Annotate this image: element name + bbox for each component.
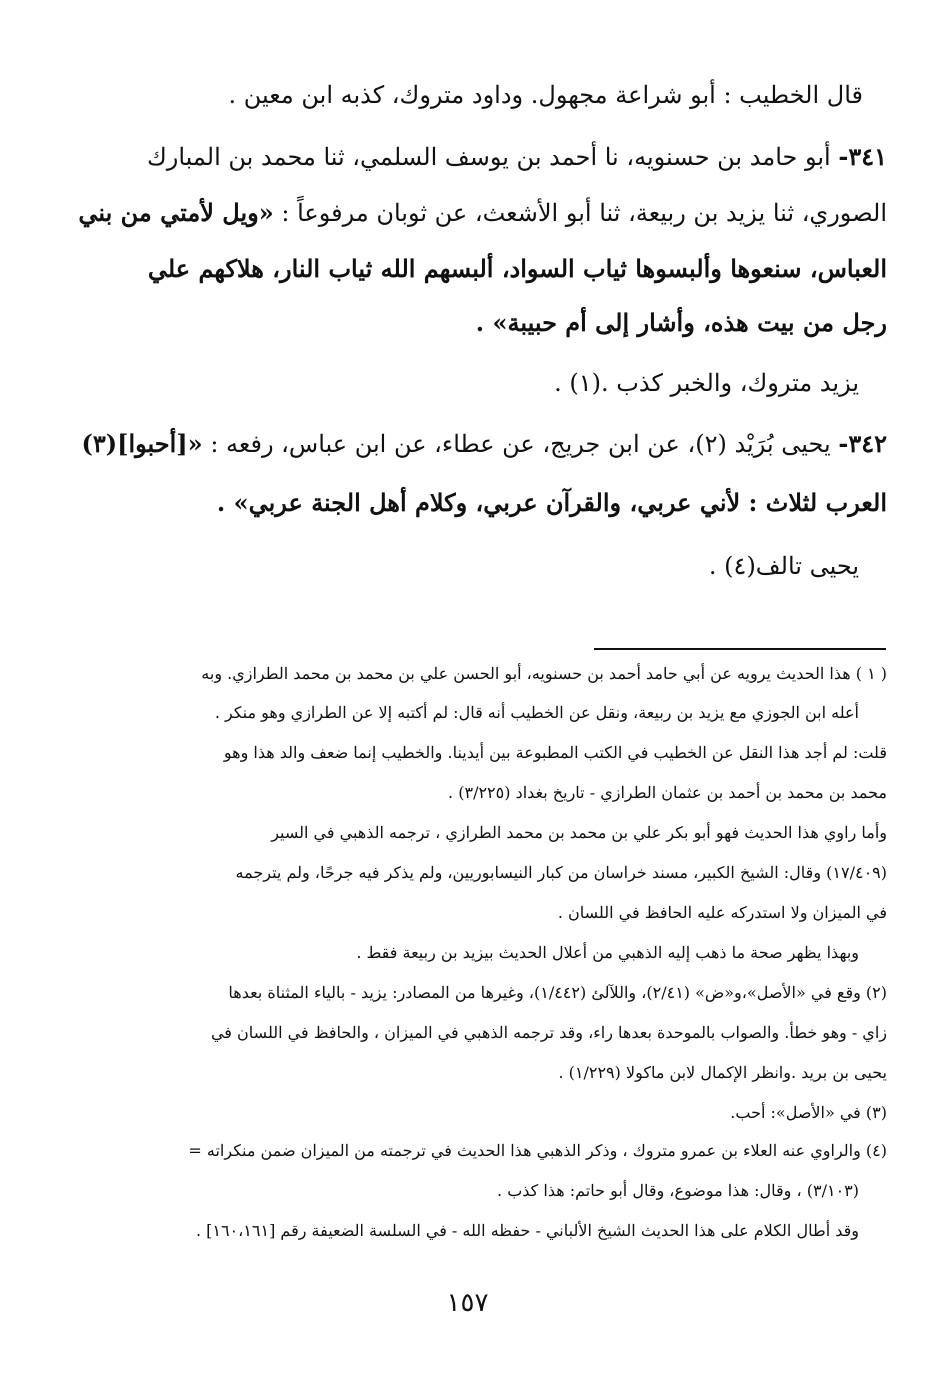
footnote-4-line-1: (٤) والراوي عنه العلاء بن عمرو متروك ، وذكر الذهبي هذا الحديث في ترجمته من الميزان ضمن منكراته = <box>188 1141 887 1160</box>
intro-line: قال الخطيب : أبو شراعة مجهول. وداود متروك، كذبه ابن معين . <box>228 81 863 109</box>
hadith-341-grading: يزيد متروك، والخبر كذب .(١) . <box>554 369 859 397</box>
hadith-342-isnad: يحيى بُرَيْد (٢)، عن ابن جريج، عن عطاء، عن ابن عباس، رفعه : <box>210 430 831 458</box>
hadith-341-line-3: العباس، سنعوها وألبسوها ثياب السواد، ألبسهم الله ثياب النار، هلاكهم علي <box>147 254 887 283</box>
hadith-342-line-2: العرب لثلاث : لأني عربي، والقرآن عربي، وكلام أهل الجنة عربي» . <box>216 488 887 517</box>
hadith-341-number: ٣٤١- <box>838 142 887 171</box>
footnote-1-line-4: محمد بن محمد بن أحمد بن عثمان الطرازي - تاريخ بغداد (٣/٢٢٥) . <box>448 783 887 802</box>
hadith-341-line-4: رجل من بيت هذه، وأشار إلى أم حبيبة» . <box>475 308 887 337</box>
footnote-1-line-5: وأما راوي هذا الحديث فهو أبو بكر علي بن محمد بن محمد الطرازي ، ترجمه الذهبي في السير <box>271 823 887 842</box>
footnote-4-line-2: (٣/١٠٣) ، وقال: هذا موضوع، وقال أبو حاتم: هذا كذب . <box>497 1181 859 1200</box>
footnote-1-line-8: وبهذا يظهر صحة ما ذهب إليه الذهبي من أعلال الحديث بيزيد بن ربيعة فقط . <box>356 943 859 962</box>
page-number: ١٥٧ <box>446 1288 489 1318</box>
footnote-separator <box>594 648 886 650</box>
footnote-1-line-1: ( ١ ) هذا الحديث يرويه عن أبي حامد أحمد بن حسنويه، أبو الحسن علي بن محمد بن محمد الطرازي. وبه <box>201 664 887 683</box>
footnote-3: (٣) في «الأصل»: أحب. <box>730 1103 887 1122</box>
hadith-341-line-1 <box>115 140 887 174</box>
footnote-2-line-1: (٢) وقع في «الأصل»،و«ض» (٢/٤١)، واللآلئ (١/٤٤٢)، وغيرها من المصادر: يزيد - بالياء المثناة بعدها <box>228 983 887 1002</box>
footnote-2-line-3: يحيى بن بريد .وانظر الإكمال لابن ماكولا (١/٢٢٩) . <box>558 1063 887 1082</box>
footnote-4-line-3: وقد أطال الكلام على هذا الحديث الشيخ الألباني - حفظه الله - في السلسة الضعيفة رقم [١٦٠،١٦١] . <box>195 1221 859 1240</box>
hadith-341-isnad-1: أبو حامد بن حسنويه، نا أحمد بن يوسف السلمي، ثنا محمد بن المبارك <box>147 143 831 171</box>
hadith-342-grading: يحيى تالف(٤) . <box>708 552 859 580</box>
hadith-341-line-2 <box>78 196 887 230</box>
footnote-1-line-2: أعله ابن الجوزي مع يزيد بن ربيعة، ونقل عن الخطيب أنه قال: لم أكتبه إلا عن الطرازي وهو منكر . <box>214 703 859 722</box>
footnote-1-line-7: في الميزان ولا استدركه عليه الحافظ في اللسان . <box>557 903 887 922</box>
footnote-1-line-6: (١٧/٤٠٩) وقال: الشيخ الكبير، مسند خراسان من كبار النيسابوريين، ولم يذكر فيه جرحًا، ولم يترجمه <box>235 863 887 882</box>
footnote-2-line-2: زاي - وهو خطأ. والصواب بالموحدة بعدها راء، وقد ترجمه الذهبي في الميزان ، والحافظ في اللسان في <box>210 1023 887 1042</box>
footnote-1-line-3: قلت: لم أجد هذا النقل عن الخطيب في الكتب المطبوعة بين أيدينا. والخطيب إنما ضعف والد هذا وهو <box>223 743 887 762</box>
hadith-342-line-1 <box>81 427 887 461</box>
hadith-341-isnad-2: الصوري، ثنا يزيد بن ربيعة، ثنا أبو الأشعث، عن ثوبان مرفوعاً : <box>281 199 887 227</box>
hadith-342-matn-start: «[أحبوا](٣) <box>81 429 203 458</box>
hadith-341-matn-start: «ويل لأمتي من بني <box>78 198 274 227</box>
hadith-342-number: ٣٤٢- <box>838 429 887 458</box>
